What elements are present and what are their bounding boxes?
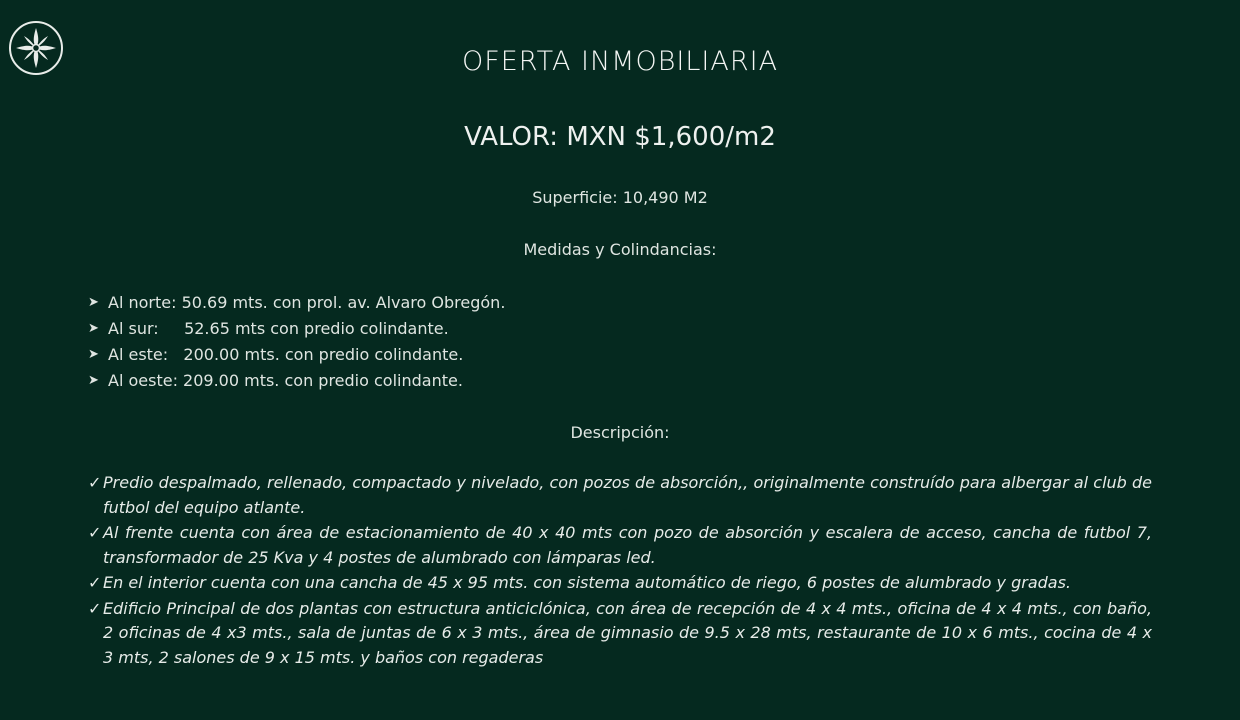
description-item: En el interior cuenta con una cancha de 45 x 95 mts. con sistema automático de riego, 6 postes de alumbrado y gradas. bbox=[103, 573, 1072, 592]
boundary-south: Al sur: 52.65 mts con predio colindante. bbox=[108, 319, 449, 338]
check-icon: ✓ bbox=[88, 573, 102, 592]
description-item: Al frente cuenta con área de estacionamiento de 40 x 40 mts con pozo de absorción y escalera de acceso, cancha de futbol 7, transformador de 25 Kva y 4 postes de alumbrado con lámparas led. bbox=[103, 523, 1152, 567]
description-heading: Descripción: bbox=[570, 423, 670, 442]
arrow-bullet-icon: ➤ bbox=[88, 347, 99, 362]
list-item bbox=[88, 316, 505, 342]
arrow-bullet-icon: ➤ bbox=[88, 295, 99, 310]
list-item bbox=[88, 521, 1152, 570]
boundary-north: Al norte: 50.69 mts. con prol. av. Alvaro Obregón. bbox=[108, 293, 506, 312]
measures-heading: Medidas y Colindancias: bbox=[523, 240, 717, 259]
page-title: OFERTA INMOBILIARIA bbox=[461, 46, 779, 77]
price-value: VALOR: MXN $1,600/m2 bbox=[464, 122, 776, 152]
description-item: Predio despalmado, rellenado, compactado y nivelado, con pozos de absorción,, originalmente construído para albergar al club de futbol del equipo atlante. bbox=[103, 473, 1152, 517]
arrow-bullet-icon: ➤ bbox=[88, 321, 99, 336]
check-icon: ✓ bbox=[88, 473, 102, 492]
surface-area: Superficie: 10,490 M2 bbox=[532, 188, 708, 207]
list-item bbox=[88, 471, 1152, 520]
description-list bbox=[88, 471, 1152, 671]
list-item bbox=[88, 368, 505, 394]
list-item bbox=[88, 290, 505, 316]
check-icon: ✓ bbox=[88, 523, 102, 542]
boundary-east: Al este: 200.00 mts. con predio colindante. bbox=[108, 345, 464, 364]
arrow-bullet-icon: ➤ bbox=[88, 373, 99, 388]
list-item bbox=[88, 597, 1152, 671]
list-item bbox=[88, 571, 1152, 596]
description-item: Edificio Principal de dos plantas con estructura anticiclónica, con área de recepción de 4 x 4 mts., oficina de 4 x 4 mts., con baño, 2 oficinas de 4 x3 mts., sala de juntas de 6 x 3 mts., área de gimnasio de 9.5 x 28 mts, restaurante de 10 x 6 mts., cocina de 4 x 3 mts, 2 salones de 9 x 15 mts. y baños con regaderas bbox=[103, 598, 1152, 667]
list-item bbox=[88, 342, 505, 368]
boundaries-list bbox=[88, 290, 505, 394]
check-icon: ✓ bbox=[88, 598, 102, 618]
boundary-west: Al oeste: 209.00 mts. con predio colindante. bbox=[108, 371, 463, 390]
